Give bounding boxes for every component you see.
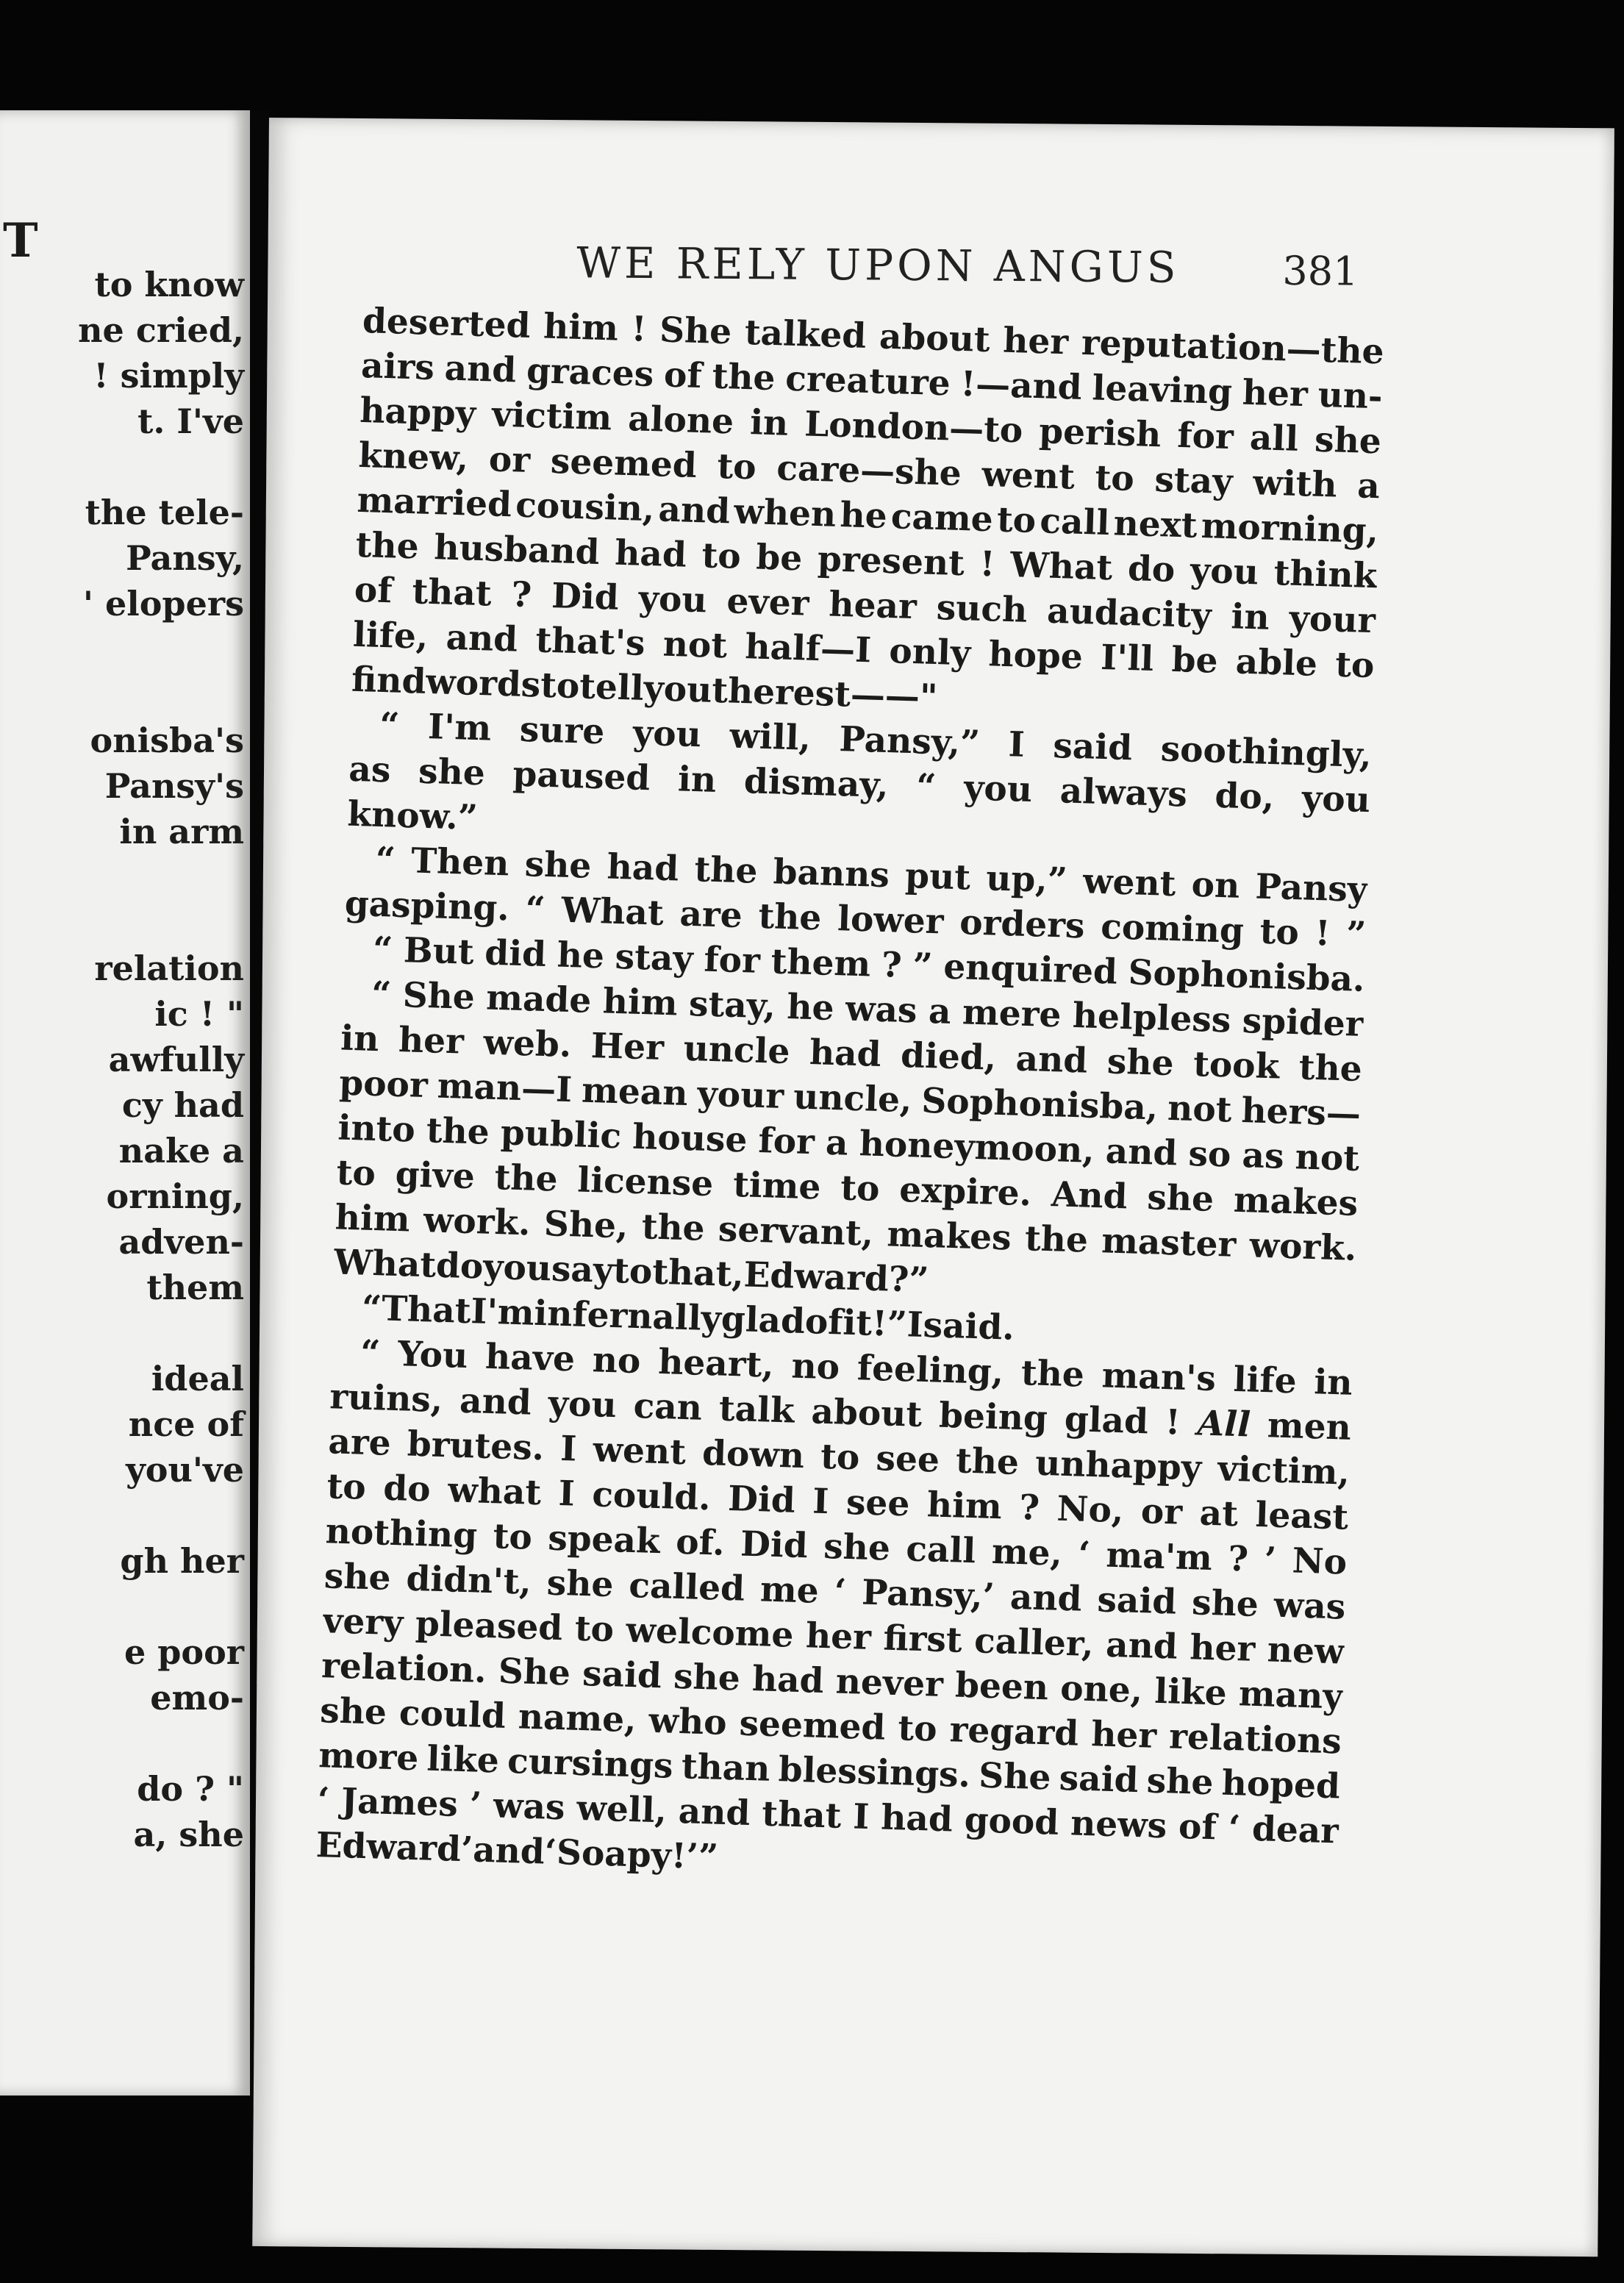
text-line: deserted him ! She talked about her reputation—the [362,301,1385,373]
text-line: ruins, and you can talk about being glad ! All men [329,1376,1352,1448]
left-page-line: adven- [118,1222,244,1262]
text-line: happy victim alone in London—to perish for all she [359,390,1382,462]
text-line: know.” [346,793,479,839]
text-line: nothing to speak of. Did she call me, ‘ ma'm ? ’ No [325,1511,1348,1583]
left-page-line: you've [126,1450,244,1490]
left-page-line: them [146,1268,244,1307]
text-line: are brutes. I went down to see the unhappy victim, [327,1421,1351,1493]
left-page-line: to know [94,265,244,304]
page-number: 381 [1282,247,1359,295]
right-page [252,118,1614,2257]
text-line: to give the license time to expire. And she makes [335,1152,1359,1224]
left-page-line: do ? " [137,1769,244,1809]
text-line: Edward ’ and ‘ Soapy ! ’ ” [315,1825,719,1878]
left-page-line: Pansy's [104,766,244,806]
left-page-line: emo- [150,1678,244,1718]
running-title: WE RELY UPON ANGUS [576,237,1180,293]
left-page-line: awfully [108,1040,244,1079]
left-page-line: ideal [151,1359,244,1398]
body-text [315,299,1385,1898]
text-line: “ She made him stay, he was a mere helpless spider [371,973,1364,1046]
left-page-line: ic ! " [154,994,244,1034]
text-line: knew, or seemed to care—she went to stay with a [357,435,1381,507]
text-line: of that ? Did you ever hear such audacity in your [354,569,1377,642]
text-line: airs and graces of the creature !—and leaving her un- [360,345,1384,418]
left-page-line: the tele- [85,493,244,532]
left-page-line: gh her [120,1541,244,1581]
left-page-line: cy had [121,1085,244,1125]
text-line: married cousin, and when he came to call next morning, [356,479,1379,552]
text-line: she could name, who seemed to regard her relations [319,1690,1342,1762]
text-line: “ But did he stay for them ? ” enquired Sophonisba. [372,929,1366,1001]
text-line: “ You have no heart, no feeling, the man's life in [360,1332,1353,1404]
left-page-heading: T [3,213,38,268]
text-line: to do what I could. Did I see him ? No, or at least [326,1466,1349,1538]
left-page-line: relation [94,948,244,988]
left-page-line: a, she [133,1815,244,1854]
text-line: poor man—I mean your uncle, Sophonisba, not hers— [338,1062,1362,1135]
text-line: him work. She, the servant, makes the master work. [335,1197,1357,1269]
text-line: “ Then she had the banns put up,” went on Pansy [374,839,1368,911]
text-line: ‘ James ’ was well, and that I had good news of ‘ dear [316,1780,1339,1852]
text-line: the husband had to be present ! What do you think [354,524,1378,597]
left-page-line: in arm [119,812,244,851]
left-page-line: onisba's [90,721,244,760]
text-line: very pleased to welcome her first caller, and her new [322,1601,1345,1673]
running-head [268,235,1614,312]
left-page-line: nce of [128,1404,244,1444]
text-line: more like cursings than blessings. She said she hoped [318,1735,1341,1807]
text-line: in her web. Her uncle had died, and she took the [340,1018,1363,1090]
text-line: gasping. “ What are the lower orders coming to ! ” [344,883,1367,956]
left-page-line: t. I've [137,401,244,441]
left-page-line: nake a [118,1131,244,1171]
left-page-line: e poor [124,1632,244,1672]
left-page-line: ! simply [93,356,244,396]
left-page-line: Pansy, [126,538,244,578]
text-line: life, and that's not half—I only hope I'll be able to [352,614,1376,687]
text-line: find words to tell you the rest——" [351,659,939,718]
text-line: “ That I'm infernally glad of it ! ” I said. [361,1287,1015,1348]
text-line: “ I'm sure you will, Pansy,” I said soothingly, [379,704,1373,776]
text-line: What do you say to that, Edward ? ” [333,1242,930,1301]
left-page-line: ne cried, [78,310,244,350]
left-page-line: ' elopers [82,584,244,624]
left-page [0,110,250,2096]
text-line: as she paused in dismay, “ you always do, you [348,749,1371,821]
text-line: relation. She said she had never been one, like many [321,1646,1344,1718]
text-line: she didn't, she called me ‘ Pansy,’ and said she was [323,1556,1347,1628]
left-page-line: orning, [106,1176,244,1216]
text-line: into the public house for a honeymoon, and so as not [337,1107,1360,1179]
